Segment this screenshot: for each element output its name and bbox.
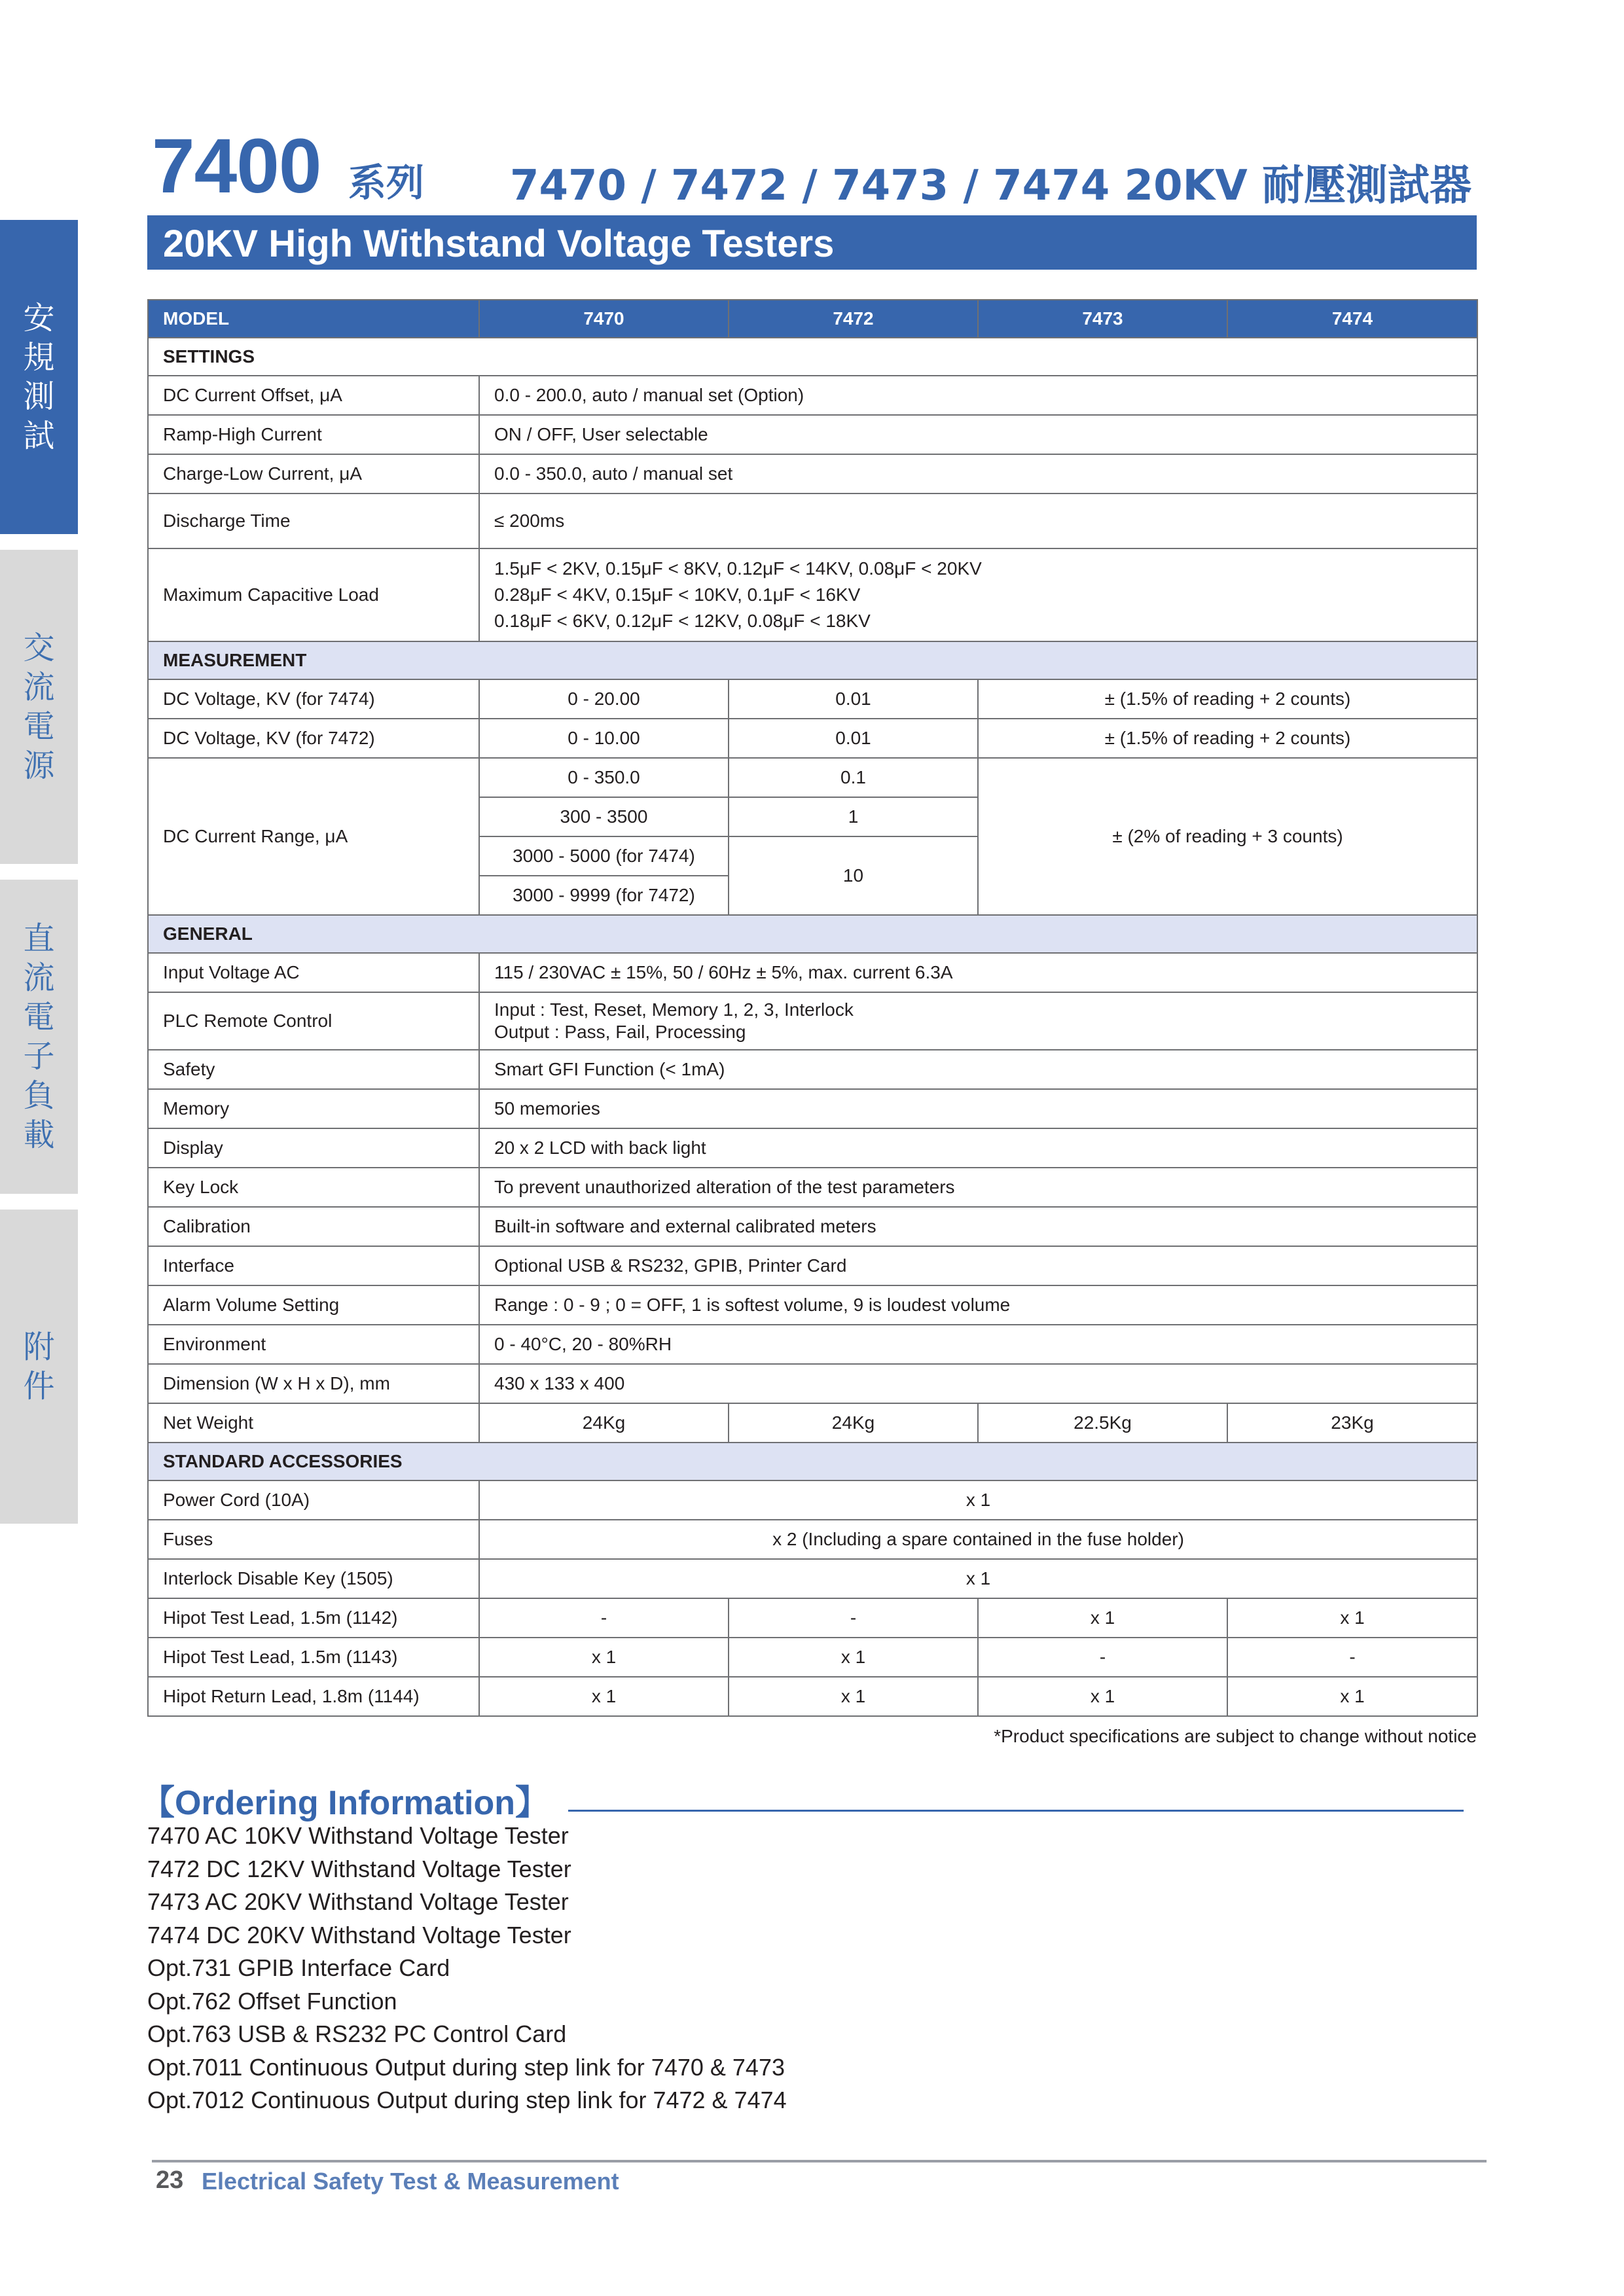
range-cell: 0 - 350.0 xyxy=(479,758,729,797)
capacitive-line: 0.18μF < 6KV, 0.12μF < 12KV, 0.08μF < 18KV xyxy=(494,611,871,631)
row-label: Power Cord (10A) xyxy=(148,1480,479,1520)
side-tab-accessories[interactable] xyxy=(0,1210,78,1524)
table-row xyxy=(148,1559,1477,1598)
row-value: Built-in software and external calibrated meters xyxy=(479,1207,1477,1246)
row-label: Interface xyxy=(148,1246,479,1285)
row-value: 0 - 40°C, 20 - 80%RH xyxy=(479,1325,1477,1364)
table-row xyxy=(148,1207,1477,1246)
resolution-cell: 0.01 xyxy=(729,719,978,758)
plc-line: Output : Pass, Fail, Processing xyxy=(494,1022,746,1042)
table-row xyxy=(148,1050,1477,1089)
range-cell: 300 - 3500 xyxy=(479,797,729,836)
ordering-title: 【Ordering Information】 xyxy=(141,1784,550,1822)
side-tab-char: 附 xyxy=(23,1329,55,1365)
accuracy-cell: ± (1.5% of reading + 2 counts) xyxy=(978,719,1477,758)
side-tab-safety-test[interactable] xyxy=(0,220,78,534)
table-row xyxy=(148,1168,1477,1207)
row-label: Safety xyxy=(148,1050,479,1089)
table-row xyxy=(148,1480,1477,1520)
table-row xyxy=(148,1403,1477,1443)
section-row xyxy=(148,1443,1477,1480)
resolution-cell: 1 xyxy=(729,797,978,836)
row-label: Hipot Test Lead, 1.5m (1143) xyxy=(148,1638,479,1677)
title-banner xyxy=(147,215,1477,270)
row-label: Display xyxy=(148,1128,479,1168)
row-value: Range : 0 - 9 ; 0 = OFF, 1 is softest volume, 9 is loudest volume xyxy=(479,1285,1477,1325)
table-row xyxy=(148,1520,1477,1559)
accuracy-cell: ± (2% of reading + 3 counts) xyxy=(978,758,1477,915)
footer-divider xyxy=(152,2160,1487,2162)
range-cell: 0 - 20.00 xyxy=(479,679,729,719)
row-label: Memory xyxy=(148,1089,479,1128)
range-cell: 3000 - 5000 (for 7474) xyxy=(479,836,729,876)
row-value: 115 / 230VAC ± 15%, 50 / 60Hz ± 5%, max. current 6.3A xyxy=(479,953,1477,992)
row-label: Dimension (W x H x D), mm xyxy=(148,1364,479,1403)
row-value: 430 x 133 x 400 xyxy=(479,1364,1477,1403)
table-row xyxy=(148,1089,1477,1128)
qty-cell: - xyxy=(978,1638,1227,1677)
spec-table xyxy=(147,299,1478,1717)
section-general-title: GENERAL xyxy=(148,915,1477,953)
page-number: 23 xyxy=(156,2166,184,2194)
resolution-cell: 0.1 xyxy=(729,758,978,797)
weight-cell: 24Kg xyxy=(729,1403,978,1443)
side-tab-char: 電 xyxy=(23,999,55,1035)
model-7472: 7472 xyxy=(729,300,978,338)
qty-cell: x 1 xyxy=(978,1677,1227,1716)
qty-cell: - xyxy=(479,1598,729,1638)
section-row xyxy=(148,338,1477,376)
ordering-divider xyxy=(568,1810,1464,1812)
table-row xyxy=(148,679,1477,719)
capacitive-line: 1.5μF < 2KV, 0.15μF < 8KV, 0.12μF < 14KV, 0.08μF < 20KV xyxy=(494,558,982,579)
row-label: Interlock Disable Key (1505) xyxy=(148,1559,479,1598)
side-tab-char: 流 xyxy=(23,669,55,706)
table-row xyxy=(148,758,1477,797)
side-tab-char: 試 xyxy=(23,418,55,454)
ordering-item: Opt.763 USB & RS232 PC Control Card xyxy=(147,2020,567,2047)
row-label: Hipot Test Lead, 1.5m (1142) xyxy=(148,1598,479,1638)
row-value: 0.0 - 200.0, auto / manual set (Option) xyxy=(479,376,1477,415)
weight-cell: 23Kg xyxy=(1227,1403,1477,1443)
ordering-item: 7474 DC 20KV Withstand Voltage Tester xyxy=(147,1921,571,1948)
table-row xyxy=(148,1285,1477,1325)
table-row xyxy=(148,992,1477,1050)
row-label: Hipot Return Lead, 1.8m (1144) xyxy=(148,1677,479,1716)
row-value: Smart GFI Function (< 1mA) xyxy=(479,1050,1477,1089)
row-value: ON / OFF, User selectable xyxy=(479,415,1477,454)
qty-cell: x 1 xyxy=(978,1598,1227,1638)
table-row xyxy=(148,493,1477,548)
side-tab-char: 流 xyxy=(23,960,55,996)
model-7470: 7470 xyxy=(479,300,729,338)
qty-cell: x 1 xyxy=(1227,1677,1477,1716)
weight-cell: 22.5Kg xyxy=(978,1403,1227,1443)
side-tab-char: 子 xyxy=(23,1038,55,1075)
table-row xyxy=(148,1128,1477,1168)
ordering-item: Opt.731 GPIB Interface Card xyxy=(147,1954,450,1981)
model-header-row xyxy=(148,300,1477,338)
model-label: MODEL xyxy=(148,300,479,338)
row-value-multiline xyxy=(479,992,1477,1050)
table-row xyxy=(148,719,1477,758)
weight-cell: 24Kg xyxy=(479,1403,729,1443)
qty-cell: - xyxy=(729,1598,978,1638)
table-row xyxy=(148,548,1477,641)
row-value: ≤ 200ms xyxy=(479,493,1477,548)
row-value: 50 memories xyxy=(479,1089,1477,1128)
resolution-cell: 10 xyxy=(729,836,978,915)
row-value: 20 x 2 LCD with back light xyxy=(479,1128,1477,1168)
section-row xyxy=(148,641,1477,679)
series-number: 7400 xyxy=(152,123,321,209)
section-settings-title: SETTINGS xyxy=(148,338,1477,376)
model-7473: 7473 xyxy=(978,300,1227,338)
row-label: Net Weight xyxy=(148,1403,479,1443)
row-value: 0.0 - 350.0, auto / manual set xyxy=(479,454,1477,493)
row-label: DC Current Offset, μA xyxy=(148,376,479,415)
table-row xyxy=(148,1638,1477,1677)
side-tab-char: 安 xyxy=(23,300,55,336)
table-row xyxy=(148,415,1477,454)
row-label: Maximum Capacitive Load xyxy=(148,548,479,641)
table-row xyxy=(148,1364,1477,1403)
row-label: Alarm Volume Setting xyxy=(148,1285,479,1325)
side-tab-char: 負 xyxy=(23,1077,55,1114)
row-label: Key Lock xyxy=(148,1168,479,1207)
row-label: Environment xyxy=(148,1325,479,1364)
row-label: DC Current Range, μA xyxy=(148,758,479,915)
side-tab-char: 規 xyxy=(23,339,55,376)
row-value: To prevent unauthorized alteration of the test parameters xyxy=(479,1168,1477,1207)
side-tab-char: 直 xyxy=(23,920,55,957)
qty-cell: x 1 xyxy=(1227,1598,1477,1638)
side-tab-char: 件 xyxy=(23,1368,55,1405)
table-row xyxy=(148,376,1477,415)
models-title: 7470 / 7472 / 7473 / 7474 20KV 耐壓測試器 xyxy=(509,162,1471,210)
qty-cell: x 1 xyxy=(729,1638,978,1677)
row-label: Calibration xyxy=(148,1207,479,1246)
banner-title: 20KV High Withstand Voltage Testers xyxy=(163,223,835,265)
table-row xyxy=(148,953,1477,992)
row-value-multiline xyxy=(479,548,1477,641)
accuracy-cell: ± (1.5% of reading + 2 counts) xyxy=(978,679,1477,719)
row-value: Optional USB & RS232, GPIB, Printer Card xyxy=(479,1246,1477,1285)
side-tab-char: 源 xyxy=(23,747,55,784)
row-value: x 2 (Including a spare contained in the fuse holder) xyxy=(479,1520,1477,1559)
ordering-item: 7470 AC 10KV Withstand Voltage Tester xyxy=(147,1822,569,1849)
row-label: Fuses xyxy=(148,1520,479,1559)
row-label: PLC Remote Control xyxy=(148,992,479,1050)
range-cell: 3000 - 9999 (for 7472) xyxy=(479,876,729,915)
row-label: Discharge Time xyxy=(148,493,479,548)
qty-cell: x 1 xyxy=(479,1638,729,1677)
spec-change-note: *Product specifications are subject to change without notice xyxy=(994,1726,1477,1746)
capacitive-line: 0.28μF < 4KV, 0.15μF < 10KV, 0.1μF < 16KV xyxy=(494,584,861,605)
resolution-cell: 0.01 xyxy=(729,679,978,719)
row-label: Charge-Low Current, μA xyxy=(148,454,479,493)
qty-cell: x 1 xyxy=(729,1677,978,1716)
table-row xyxy=(148,1246,1477,1285)
series-word: 系列 xyxy=(348,160,425,205)
ordering-item: 7472 DC 12KV Withstand Voltage Tester xyxy=(147,1855,571,1882)
range-cell: 0 - 10.00 xyxy=(479,719,729,758)
row-label: DC Voltage, KV (for 7474) xyxy=(148,679,479,719)
table-row xyxy=(148,1325,1477,1364)
row-label: Ramp-High Current xyxy=(148,415,479,454)
model-7474: 7474 xyxy=(1227,300,1477,338)
table-row xyxy=(148,454,1477,493)
side-tab-ac-power[interactable] xyxy=(0,550,78,864)
section-accessories-title: STANDARD ACCESSORIES xyxy=(148,1443,1477,1480)
plc-line: Input : Test, Reset, Memory 1, 2, 3, Interlock xyxy=(494,999,854,1020)
side-tab-char: 電 xyxy=(23,708,55,745)
side-tab-dc-electronic-load[interactable] xyxy=(0,880,78,1194)
ordering-item: Opt.7012 Continuous Output during step link for 7472 & 7474 xyxy=(147,2087,787,2113)
side-tab-char: 測 xyxy=(23,378,55,415)
table-row xyxy=(148,1677,1477,1716)
row-label: DC Voltage, KV (for 7472) xyxy=(148,719,479,758)
ordering-item: Opt.762 Offset Function xyxy=(147,1987,397,2015)
ordering-list xyxy=(147,1820,787,2117)
footer-title: Electrical Safety Test & Measurement xyxy=(202,2168,619,2195)
section-measurement-title: MEASUREMENT xyxy=(148,641,1477,679)
table-row xyxy=(148,1598,1477,1638)
ordering-item: Opt.7011 Continuous Output during step link for 7470 & 7473 xyxy=(147,2053,785,2081)
side-tab-char: 交 xyxy=(23,630,55,666)
qty-cell: x 1 xyxy=(479,1677,729,1716)
row-value: x 1 xyxy=(479,1480,1477,1520)
section-row xyxy=(148,915,1477,953)
side-tab-char: 載 xyxy=(23,1117,55,1153)
ordering-item: 7473 AC 20KV Withstand Voltage Tester xyxy=(147,1888,569,1915)
qty-cell: - xyxy=(1227,1638,1477,1677)
row-label: Input Voltage AC xyxy=(148,953,479,992)
row-value: x 1 xyxy=(479,1559,1477,1598)
